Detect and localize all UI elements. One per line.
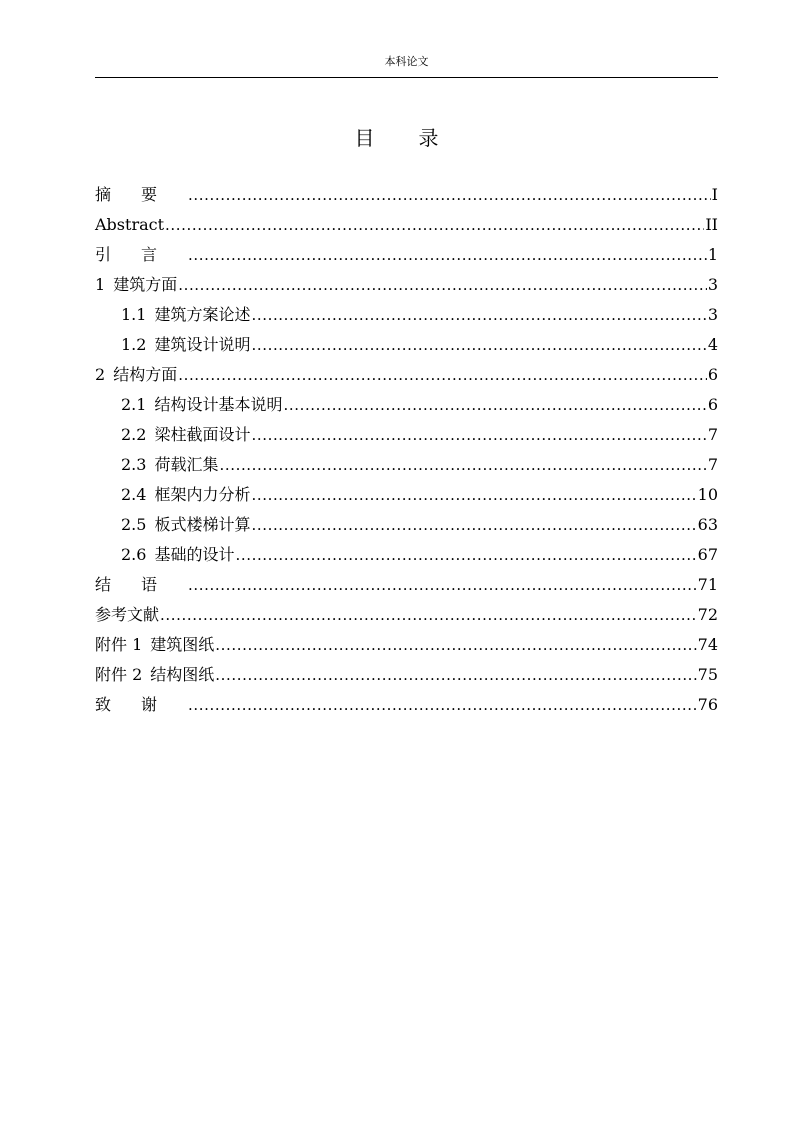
toc-entry-number: 2.3: [121, 455, 147, 474]
running-header: 本科论文: [384, 55, 429, 68]
toc-title-char-2: 录: [418, 126, 439, 150]
toc-entry-number: 1.1: [121, 305, 147, 324]
toc-entry[interactable]: [95, 420, 718, 450]
toc-entry-page-number: 6: [707, 365, 718, 384]
table-of-contents: [95, 180, 718, 720]
toc-dot-leader: [251, 480, 696, 510]
toc-entry-label: 建筑方案论述: [154, 305, 251, 324]
toc-entry-page-number: 7: [707, 425, 718, 444]
toc-title: [0, 124, 793, 152]
toc-entry[interactable]: [95, 270, 718, 300]
toc-entry-number: 附件 1: [95, 635, 143, 654]
toc-entry-label: 结构图纸: [150, 665, 215, 684]
toc-entry-label-text: 摘要: [95, 185, 188, 204]
toc-entry[interactable]: [95, 690, 718, 720]
toc-entry[interactable]: [95, 180, 718, 210]
toc-entry-number: 附件 2: [95, 665, 143, 684]
toc-entry-number: 1.2: [121, 335, 147, 354]
toc-entry-label-text: 结语: [95, 575, 188, 594]
toc-dot-leader: [178, 360, 707, 390]
toc-entry[interactable]: [95, 480, 718, 510]
toc-entry-label: 框架内力分析: [154, 485, 251, 504]
toc-entry[interactable]: [95, 360, 718, 390]
toc-entry[interactable]: [95, 600, 718, 630]
toc-entry-page-number: 3: [707, 305, 718, 324]
toc-entry-label: Abstract: [95, 215, 165, 234]
toc-entry-label: [95, 570, 187, 600]
toc-entry-label: 建筑设计说明: [154, 335, 251, 354]
toc-dot-leader: [219, 450, 706, 480]
toc-dot-leader: [235, 540, 696, 570]
toc-dot-leader: [188, 180, 711, 210]
toc-entry-page-number: 7: [707, 455, 718, 474]
toc-entry-label: 建筑方面: [113, 275, 178, 294]
toc-entry[interactable]: [95, 570, 718, 600]
toc-entry-number: 2.4: [121, 485, 147, 504]
toc-entry-label: [95, 690, 187, 720]
toc-entry-page-number: I: [711, 185, 718, 204]
toc-entry-label: 建筑图纸: [150, 635, 215, 654]
toc-dot-leader: [188, 690, 697, 720]
toc-entry-label-text: 致谢: [95, 695, 188, 714]
toc-dot-leader: [215, 630, 696, 660]
toc-entry[interactable]: [95, 450, 718, 480]
toc-entry-number: 2.6: [121, 545, 147, 564]
toc-entry-label: 荷载汇集: [154, 455, 219, 474]
toc-entry-page-number: II: [705, 215, 718, 234]
toc-entry-page-number: 4: [707, 335, 718, 354]
toc-entry-page-number: 63: [697, 515, 718, 534]
toc-entry-label: 结构方面: [113, 365, 178, 384]
toc-entry[interactable]: [95, 510, 718, 540]
toc-entry-label: [95, 180, 187, 210]
toc-entry-page-number: 67: [697, 545, 718, 564]
toc-dot-leader: [283, 390, 706, 420]
toc-dot-leader: [165, 210, 704, 240]
toc-entry-label: 梁柱截面设计: [154, 425, 251, 444]
toc-dot-leader: [251, 300, 706, 330]
toc-entry[interactable]: [95, 210, 718, 240]
toc-entry-page-number: 10: [697, 485, 718, 504]
toc-entry[interactable]: [95, 660, 718, 690]
toc-dot-leader: [215, 660, 696, 690]
toc-entry-label: 结构设计基本说明: [154, 395, 283, 414]
toc-entry[interactable]: [95, 330, 718, 360]
toc-entry[interactable]: [95, 630, 718, 660]
toc-entry-number: 2.2: [121, 425, 147, 444]
toc-dot-leader: [251, 510, 696, 540]
toc-entry-label: 参考文献: [95, 605, 160, 624]
toc-entry-number: 1: [95, 275, 106, 294]
toc-dot-leader: [178, 270, 707, 300]
toc-entry-page-number: 75: [697, 665, 718, 684]
toc-entry-label: 板式楼梯计算: [154, 515, 251, 534]
toc-entry-page-number: 72: [697, 605, 718, 624]
toc-dot-leader: [251, 420, 706, 450]
toc-entry-label: [95, 240, 187, 270]
toc-entry-page-number: 3: [707, 275, 718, 294]
toc-entry-page-number: 71: [697, 575, 718, 594]
toc-title-char-1: 目: [354, 126, 375, 150]
toc-entry[interactable]: [95, 300, 718, 330]
toc-entry-page-number: 6: [707, 395, 718, 414]
header-rule: [95, 77, 718, 78]
toc-entry-number: 2: [95, 365, 106, 384]
toc-entry-label-text: 引言: [95, 245, 188, 264]
toc-entry-label: 基础的设计: [154, 545, 235, 564]
toc-entry[interactable]: [95, 240, 718, 270]
toc-entry-page-number: 74: [697, 635, 718, 654]
toc-dot-leader: [251, 330, 706, 360]
toc-entry-page-number: 1: [707, 245, 718, 264]
toc-entry-page-number: 76: [697, 695, 718, 714]
toc-entry-number: 2.1: [121, 395, 147, 414]
toc-dot-leader: [160, 600, 697, 630]
toc-entry[interactable]: [95, 390, 718, 420]
toc-dot-leader: [188, 240, 707, 270]
toc-entry[interactable]: [95, 540, 718, 570]
toc-entry-number: 2.5: [121, 515, 147, 534]
toc-dot-leader: [188, 570, 697, 600]
